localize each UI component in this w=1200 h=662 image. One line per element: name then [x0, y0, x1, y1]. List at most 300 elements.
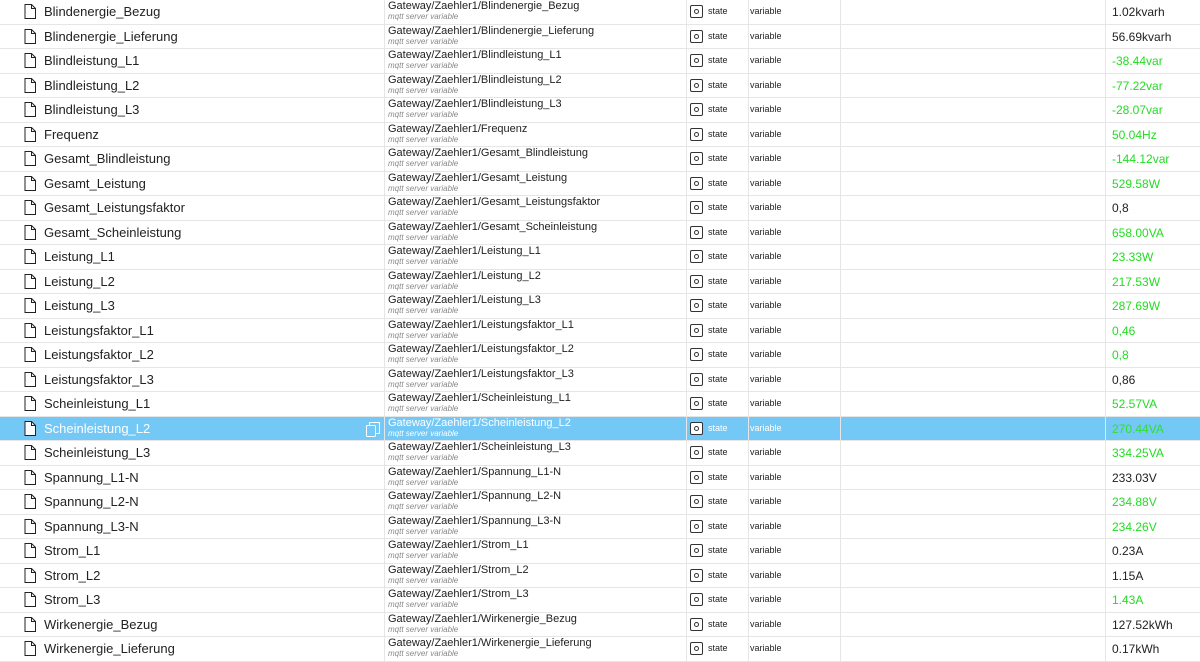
column-divider [384, 441, 385, 465]
object-description: mqtt server variable [388, 624, 459, 634]
file-icon [24, 102, 36, 117]
table-row[interactable] [0, 319, 1200, 344]
column-divider [840, 490, 841, 514]
column-divider [748, 588, 749, 612]
column-divider [840, 0, 841, 24]
state-role-icon [690, 348, 703, 361]
file-icon [24, 274, 36, 289]
column-divider [686, 417, 687, 441]
column-divider [384, 368, 385, 392]
column-divider [840, 515, 841, 539]
object-type: variable [750, 202, 782, 212]
column-divider [384, 221, 385, 245]
column-divider [1105, 25, 1106, 49]
object-id: Gateway/Zaehler1/Blindleistung_L1 [388, 49, 562, 61]
column-divider [686, 539, 687, 563]
column-divider [840, 98, 841, 122]
table-row[interactable] [0, 588, 1200, 613]
column-divider [686, 343, 687, 367]
object-description: mqtt server variable [388, 208, 459, 217]
column-divider [686, 245, 687, 269]
object-value: 0.23A [1112, 544, 1144, 558]
file-icon [24, 249, 36, 264]
column-divider [384, 588, 385, 612]
object-id: Gateway/Zaehler1/Gesamt_Blindleistung [388, 147, 588, 159]
object-role: state [708, 349, 728, 359]
table-row[interactable] [0, 172, 1200, 197]
object-role: state [708, 30, 728, 41]
table-row[interactable] [0, 613, 1200, 638]
object-role: state [708, 128, 728, 139]
object-name: Blindenergie_Bezug [44, 4, 161, 19]
column-divider [840, 172, 841, 196]
column-divider [384, 392, 385, 416]
column-divider [840, 613, 841, 637]
state-role-icon [690, 422, 703, 435]
column-divider [840, 245, 841, 269]
table-row[interactable] [0, 368, 1200, 393]
object-description: mqtt server variable [388, 428, 459, 438]
object-type: variable [750, 349, 782, 359]
column-divider [840, 564, 841, 588]
column-divider [686, 515, 687, 539]
column-divider [686, 564, 687, 588]
object-name: Spannung_L3-N [44, 518, 139, 534]
object-description: mqtt server variable [388, 281, 459, 291]
column-divider [840, 343, 841, 367]
column-divider [840, 441, 841, 465]
column-divider [748, 74, 749, 98]
object-description: mqtt server variable [388, 404, 459, 413]
table-row[interactable] [0, 294, 1200, 319]
file-icon [24, 225, 36, 240]
column-divider [840, 49, 841, 73]
column-divider [1105, 221, 1106, 245]
object-id: Gateway/Zaehler1/Spannung_L1-N [388, 465, 562, 478]
object-name: Gesamt_Leistung [44, 175, 146, 191]
object-description: mqtt server variable [388, 257, 459, 266]
column-divider [748, 564, 749, 588]
object-type: variable [750, 128, 782, 139]
object-type: variable [750, 643, 782, 653]
state-role-icon [690, 152, 703, 165]
object-value: 334.25VA [1112, 446, 1164, 460]
file-icon [24, 445, 36, 460]
column-divider [686, 221, 687, 245]
object-name: Strom_L1 [44, 543, 101, 558]
state-role-icon [690, 5, 703, 18]
column-divider [748, 49, 749, 73]
column-divider [384, 49, 385, 73]
file-icon [24, 127, 36, 142]
column-divider [1105, 417, 1106, 441]
object-role: state [708, 569, 728, 580]
column-divider [1105, 490, 1106, 514]
object-type: variable [750, 30, 782, 41]
column-divider [686, 172, 687, 196]
column-divider [686, 319, 687, 343]
file-icon [24, 568, 36, 583]
column-divider [840, 25, 841, 49]
column-divider [384, 417, 385, 441]
object-name: Strom_L3 [44, 592, 101, 607]
column-divider [1105, 564, 1106, 588]
table-row[interactable] [0, 392, 1200, 417]
column-divider [686, 441, 687, 465]
file-icon [24, 176, 36, 191]
table-row[interactable] [0, 245, 1200, 270]
object-id: Gateway/Zaehler1/Leistungsfaktor_L2 [388, 343, 574, 355]
object-id: Gateway/Zaehler1/Leistung_L3 [388, 294, 541, 306]
object-id: Gateway/Zaehler1/Strom_L3 [388, 588, 529, 600]
object-id: Gateway/Zaehler1/Blindenergie_Bezug [388, 0, 580, 12]
object-value: 1.15A [1112, 568, 1144, 583]
object-id: Gateway/Zaehler1/Strom_L1 [388, 539, 529, 551]
table-row[interactable] [0, 490, 1200, 515]
object-id: Gateway/Zaehler1/Scheinleistung_L1 [388, 392, 571, 404]
column-divider [1105, 294, 1106, 318]
object-type: variable [750, 520, 782, 531]
state-role-icon [690, 373, 703, 386]
column-divider [748, 270, 749, 294]
object-description: mqtt server variable [388, 526, 459, 536]
state-role-icon [690, 495, 703, 508]
object-role: state [708, 300, 728, 310]
column-divider [748, 392, 749, 416]
column-divider [686, 147, 687, 171]
object-value: 658.00VA [1112, 225, 1164, 240]
object-value: 52.57VA [1112, 397, 1158, 411]
object-name: Leistungsfaktor_L2 [44, 347, 154, 362]
file-icon [24, 396, 36, 411]
object-value: 0,8 [1112, 348, 1129, 362]
object-role: state [708, 471, 728, 482]
column-divider [840, 74, 841, 98]
object-value: 234.88V [1112, 495, 1157, 509]
column-divider [748, 319, 749, 343]
object-role: state [708, 6, 728, 16]
table-row[interactable] [0, 343, 1200, 368]
object-id: Gateway/Zaehler1/Spannung_L3-N [388, 514, 562, 527]
object-value: -77.22var [1112, 78, 1163, 93]
object-description: mqtt server variable [388, 502, 459, 511]
column-divider [748, 123, 749, 147]
object-name: Blindleistung_L2 [44, 77, 140, 93]
object-description: mqtt server variable [388, 134, 459, 144]
column-divider [840, 147, 841, 171]
column-divider [1105, 343, 1106, 367]
table-row[interactable] [0, 74, 1200, 99]
object-id: Gateway/Zaehler1/Leistung_L2 [388, 269, 541, 282]
file-icon [24, 53, 36, 68]
object-role: state [708, 398, 728, 408]
table-row[interactable] [0, 147, 1200, 172]
object-id: Gateway/Zaehler1/Wirkenergie_Bezug [388, 612, 577, 625]
object-role: state [708, 275, 728, 286]
state-role-icon [690, 79, 703, 92]
column-divider [1105, 515, 1106, 539]
state-role-icon [690, 128, 703, 141]
object-value: 127.52kWh [1112, 617, 1173, 632]
state-role-icon [690, 324, 703, 337]
object-name: Spannung_L1-N [44, 469, 139, 485]
object-type: variable [750, 300, 782, 310]
column-divider [748, 245, 749, 269]
column-divider [384, 147, 385, 171]
column-divider [748, 515, 749, 539]
object-type: variable [750, 569, 782, 580]
object-name: Blindenergie_Lieferung [44, 28, 178, 44]
object-role: state [708, 447, 728, 457]
column-divider [686, 49, 687, 73]
object-value: 233.03V [1112, 470, 1157, 485]
column-divider [686, 0, 687, 24]
column-divider [1105, 196, 1106, 220]
object-value: -28.07var [1112, 103, 1163, 117]
object-description: mqtt server variable [388, 110, 459, 119]
object-name: Blindleistung_L3 [44, 102, 140, 117]
object-id: Gateway/Zaehler1/Strom_L2 [388, 563, 529, 576]
column-divider [1105, 74, 1106, 98]
column-divider [748, 25, 749, 49]
table-row[interactable] [0, 417, 1200, 442]
column-divider [1105, 613, 1106, 637]
column-divider [1105, 147, 1106, 171]
column-divider [1105, 123, 1106, 147]
object-description: mqtt server variable [388, 183, 459, 193]
column-divider [686, 98, 687, 122]
column-divider [384, 539, 385, 563]
object-id: Gateway/Zaehler1/Wirkenergie_Lieferung [388, 637, 592, 649]
column-divider [840, 221, 841, 245]
object-value: 56.69kvarh [1112, 29, 1172, 44]
column-divider [384, 319, 385, 343]
object-type: variable [750, 594, 782, 604]
column-divider [840, 294, 841, 318]
column-divider [686, 270, 687, 294]
column-divider [1105, 466, 1106, 490]
table-row[interactable] [0, 564, 1200, 589]
column-divider [384, 613, 385, 637]
object-type: variable [750, 226, 782, 237]
object-value: 0.17kWh [1112, 642, 1160, 656]
object-id: Gateway/Zaehler1/Leistung_L1 [388, 245, 541, 257]
column-divider [1105, 98, 1106, 122]
copy-icon[interactable] [366, 422, 380, 437]
object-role: state [708, 55, 728, 65]
object-id: Gateway/Zaehler1/Gesamt_Leistung [388, 171, 568, 184]
state-role-icon [690, 471, 703, 484]
column-divider [1105, 0, 1106, 24]
object-role: state [708, 226, 728, 237]
object-id: Gateway/Zaehler1/Gesamt_Scheinleistung [388, 220, 598, 233]
table-row[interactable] [0, 25, 1200, 50]
file-icon [24, 519, 36, 534]
object-name: Gesamt_Leistungsfaktor [44, 200, 185, 215]
table-row[interactable] [0, 441, 1200, 466]
column-divider [748, 539, 749, 563]
file-icon [24, 200, 36, 215]
column-divider [384, 74, 385, 98]
object-description: mqtt server variable [388, 477, 459, 487]
object-role: state [708, 618, 728, 629]
column-divider [840, 466, 841, 490]
table-row[interactable] [0, 466, 1200, 491]
column-divider [384, 294, 385, 318]
column-divider [1105, 172, 1106, 196]
object-value: 1.02kvarh [1112, 5, 1165, 19]
column-divider [748, 613, 749, 637]
file-icon [24, 494, 36, 509]
table-row[interactable] [0, 515, 1200, 540]
state-role-icon [690, 520, 703, 533]
object-role: state [708, 104, 728, 114]
object-name: Scheinleistung_L1 [44, 396, 151, 411]
object-value: 529.58W [1112, 176, 1161, 191]
column-divider [384, 466, 385, 490]
object-description: mqtt server variable [388, 306, 459, 315]
object-type: variable [750, 373, 782, 384]
object-name: Gesamt_Scheinleistung [44, 224, 182, 240]
column-divider [1105, 49, 1106, 73]
column-divider [384, 25, 385, 49]
column-divider [384, 245, 385, 269]
column-divider [840, 539, 841, 563]
column-divider [840, 123, 841, 147]
object-name: Leistung_L2 [44, 273, 115, 289]
object-value: 234.26V [1112, 519, 1157, 534]
column-divider [686, 74, 687, 98]
column-divider [748, 172, 749, 196]
table-row[interactable] [0, 221, 1200, 246]
column-divider [384, 0, 385, 24]
object-value: 270.44VA [1112, 421, 1164, 436]
file-icon [24, 470, 36, 485]
object-role: state [708, 594, 728, 604]
column-divider [686, 25, 687, 49]
column-divider [1105, 441, 1106, 465]
column-divider [1105, 270, 1106, 294]
object-name: Leistungsfaktor_L3 [44, 371, 154, 387]
object-type: variable [750, 496, 782, 506]
column-divider [748, 441, 749, 465]
column-divider [384, 515, 385, 539]
table-row[interactable] [0, 123, 1200, 148]
file-icon [24, 4, 36, 19]
object-type: variable [750, 251, 782, 261]
object-name: Wirkenergie_Lieferung [44, 641, 175, 656]
object-name: Spannung_L2-N [44, 494, 139, 509]
table-row[interactable] [0, 0, 1200, 25]
table-row[interactable] [0, 49, 1200, 74]
column-divider [748, 294, 749, 318]
column-divider [686, 490, 687, 514]
file-icon [24, 323, 36, 338]
column-divider [748, 98, 749, 122]
column-divider [748, 490, 749, 514]
object-role: state [708, 496, 728, 506]
object-role: state [708, 324, 728, 335]
object-name: Leistung_L1 [44, 249, 115, 264]
table-row[interactable] [0, 196, 1200, 221]
table-row[interactable] [0, 637, 1200, 662]
state-role-icon [690, 54, 703, 67]
object-name: Scheinleistung_L2 [44, 420, 151, 436]
object-type: variable [750, 447, 782, 457]
state-role-icon [690, 593, 703, 606]
state-role-icon [690, 446, 703, 459]
table-row[interactable] [0, 98, 1200, 123]
object-value: -38.44var [1112, 54, 1163, 68]
state-role-icon [690, 544, 703, 557]
file-icon [24, 298, 36, 313]
object-role: state [708, 545, 728, 555]
object-name: Leistung_L3 [44, 298, 115, 313]
object-id: Gateway/Zaehler1/Blindleistung_L3 [388, 98, 562, 110]
object-description: mqtt server variable [388, 36, 459, 46]
state-role-icon [690, 201, 703, 214]
object-name: Scheinleistung_L3 [44, 445, 151, 460]
file-icon [24, 592, 36, 607]
column-divider [1105, 319, 1106, 343]
column-divider [686, 368, 687, 392]
object-role: state [708, 153, 728, 163]
object-type: variable [750, 471, 782, 482]
column-divider [384, 98, 385, 122]
state-role-icon [690, 618, 703, 631]
object-value: 0,86 [1112, 372, 1136, 387]
file-icon [24, 29, 36, 44]
object-name: Wirkenergie_Bezug [44, 616, 158, 632]
object-value: 0,8 [1112, 201, 1129, 215]
object-id: Gateway/Zaehler1/Leistungsfaktor_L3 [388, 367, 574, 380]
object-description: mqtt server variable [388, 12, 459, 21]
column-divider [686, 294, 687, 318]
object-role: state [708, 422, 728, 433]
object-name: Gesamt_Blindleistung [44, 151, 171, 166]
column-divider [384, 343, 385, 367]
object-type: variable [750, 618, 782, 629]
file-icon [24, 421, 36, 436]
table-row[interactable] [0, 539, 1200, 564]
file-icon [24, 151, 36, 166]
table-row[interactable] [0, 270, 1200, 295]
object-description: mqtt server variable [388, 600, 459, 609]
column-divider [686, 196, 687, 220]
object-value: 217.53W [1112, 274, 1161, 289]
file-icon [24, 347, 36, 362]
object-description: mqtt server variable [388, 159, 459, 168]
file-icon [24, 543, 36, 558]
column-divider [748, 196, 749, 220]
column-divider [748, 221, 749, 245]
column-divider [840, 196, 841, 220]
object-type: variable [750, 6, 782, 16]
object-name: Blindleistung_L1 [44, 53, 140, 68]
column-divider [686, 392, 687, 416]
state-role-icon [690, 299, 703, 312]
column-divider [686, 466, 687, 490]
object-description: mqtt server variable [388, 551, 459, 560]
object-type: variable [750, 398, 782, 408]
object-description: mqtt server variable [388, 575, 459, 585]
object-id: Gateway/Zaehler1/Blindenergie_Lieferung [388, 24, 595, 37]
column-divider [686, 588, 687, 612]
object-description: mqtt server variable [388, 355, 459, 364]
column-divider [1105, 588, 1106, 612]
object-id: Gateway/Zaehler1/Leistungsfaktor_L1 [388, 318, 574, 331]
column-divider [840, 392, 841, 416]
